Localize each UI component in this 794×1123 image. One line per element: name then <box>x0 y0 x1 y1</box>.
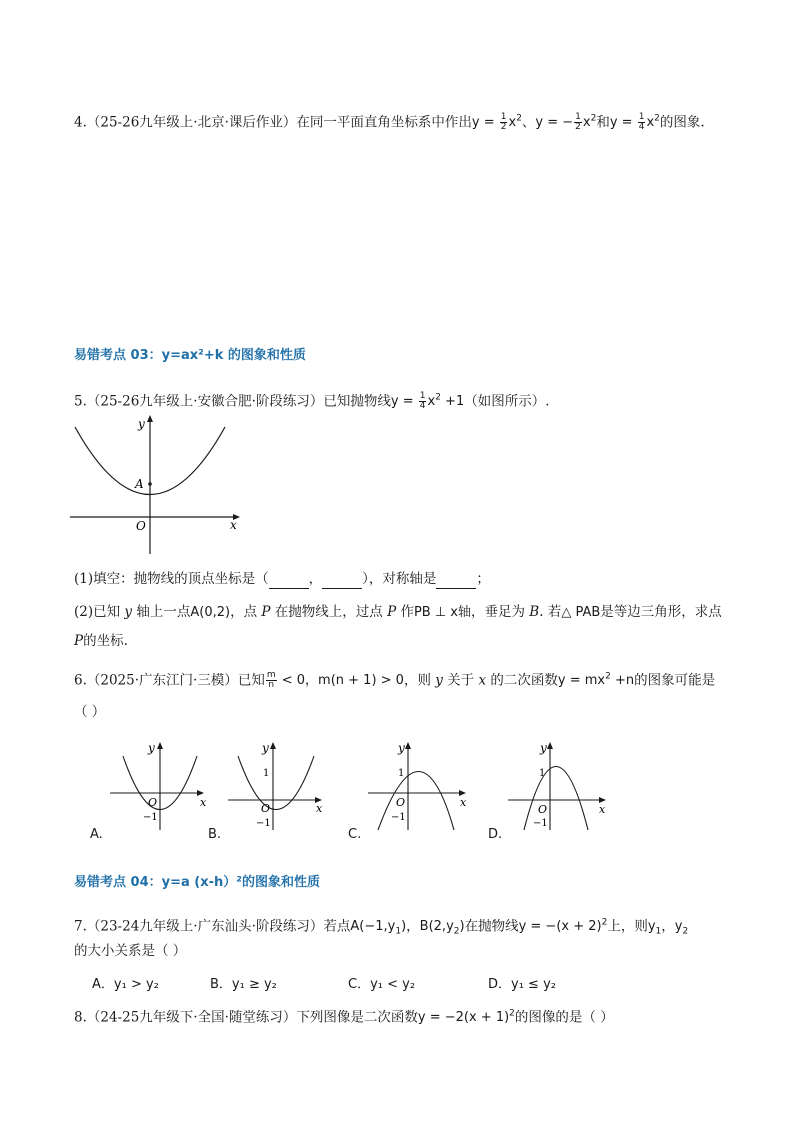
svg-text:1: 1 <box>263 768 270 779</box>
option-c-label[interactable]: C. <box>348 827 362 842</box>
svg-text:O: O <box>538 803 548 816</box>
q6-option-b-graph[interactable] <box>226 738 326 833</box>
svg-text:x: x <box>599 803 606 816</box>
svg-text:−1: −1 <box>256 818 271 829</box>
blank-2[interactable] <box>322 574 362 589</box>
option-a-label[interactable]: A. <box>90 827 103 842</box>
curve-c <box>378 772 454 831</box>
svg-text:x: x <box>460 796 467 809</box>
q5-part2-cont: P的坐标. <box>74 633 128 649</box>
q7-option-c[interactable]: C．y₁ < y₂ <box>348 977 416 992</box>
question-8: 8.（24-25九年级下·全国·随堂练习）下列图像是二次函数$y = -2(x + 1)^2$的图像的是（ ） <box>74 1009 614 1026</box>
label-x: x <box>230 518 237 532</box>
blank-3[interactable] <box>436 574 476 589</box>
svg-text:−1: −1 <box>143 812 158 823</box>
curve-b <box>238 756 314 810</box>
q5-part2: (2)已知 y 轴上一点A(0,2)，点 P 在抛物线上，过点 P 作PB ⊥ x轴，垂足为 B. 若△ PAB是等边三角形，求点 <box>74 604 722 620</box>
q5-parabola-figure <box>70 412 250 557</box>
svg-text:x: x <box>316 802 323 815</box>
option-d-label[interactable]: D. <box>488 827 503 842</box>
section-heading-04: 易错考点 04：y=a (x-h）²的图象和性质 <box>74 875 320 890</box>
q6-option-a-graph[interactable] <box>108 738 208 833</box>
svg-text:−1: −1 <box>533 818 548 829</box>
svg-text:x: x <box>200 796 207 809</box>
question-6: 6.（2025·广东江门·三模）已知 $\frac{m}{n}$ < 0，m(n + 1) > 0，则 y 关于 x 的二次函数$y = mx^2 +n$的图象可能是 <box>74 670 716 691</box>
svg-text:y: y <box>262 741 269 755</box>
svg-text:O: O <box>396 796 406 809</box>
q7-line2: 的大小关系是（ ） <box>74 943 187 959</box>
label-a: A <box>135 477 144 491</box>
svg-text:y: y <box>398 741 405 755</box>
question-5: 5.（25-26九年级上·安徽合肥·阶段练习）已知抛物线y = $\frac{1}{4}$ $x^2 +1$（如图所示）. <box>74 391 550 412</box>
point-a <box>148 482 152 486</box>
svg-text:y: y <box>540 741 547 755</box>
q7-option-b[interactable]: B．y₁ ≥ y₂ <box>210 977 277 992</box>
label-origin: O <box>136 519 146 533</box>
section-heading-03: 易错考点 03：y=ax²+k 的图象和性质 <box>74 348 306 363</box>
label-y: y <box>138 417 145 431</box>
svg-text:y: y <box>148 741 155 755</box>
svg-text:O: O <box>148 796 158 809</box>
svg-text:O: O <box>261 802 271 815</box>
svg-text:−1: −1 <box>391 812 406 823</box>
q6-paren: （ ） <box>74 704 106 720</box>
q5-part1: (1)填空：抛物线的顶点坐标是（ ， ），对称轴是 ； <box>74 571 490 587</box>
q6-option-c-graph[interactable] <box>366 738 471 833</box>
svg-text:1: 1 <box>398 768 405 779</box>
q6-option-d-graph[interactable] <box>506 738 611 833</box>
blank-1[interactable] <box>269 574 309 589</box>
question-7: 7.（23-24九年级上·广东汕头·阶段练习）若点$A(-1,y_1)$，$B(2,y_2)$在抛物线$y = -(x + 2)^2$上，则$y_1$，$y_2$ <box>74 918 689 937</box>
y-arrow <box>147 415 153 422</box>
q7-option-a[interactable]: A．y₁ > y₂ <box>92 977 159 992</box>
q7-option-d[interactable]: D．y₁ ≤ y₂ <box>488 977 556 992</box>
question-4: 4.（25-26九年级上·北京·课后作业）在同一平面直角坐标系中作出y = $\frac{1}{2}$ $x^2$、y = − $\frac{1}{2}$ $x^2$和y = $\frac{1}{4}$ $x^2$的图象. <box>74 112 705 133</box>
svg-text:1: 1 <box>539 768 546 779</box>
option-b-label[interactable]: B. <box>208 827 222 842</box>
